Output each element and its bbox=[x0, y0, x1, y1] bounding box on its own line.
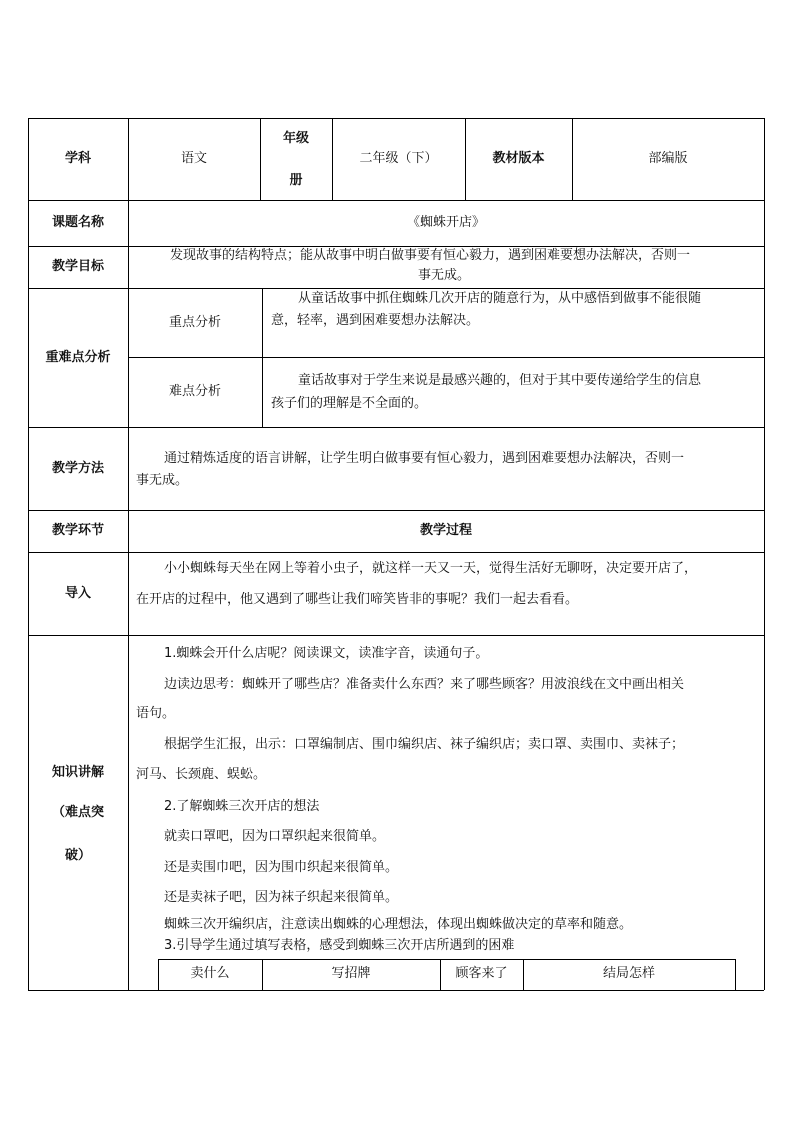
key-point-label: 重点分析 bbox=[168, 314, 221, 330]
knowledge-paragraph-1: 1.蜘蛛会开什么店呢？阅读课文，读准字音，读通句子。 bbox=[164, 646, 489, 661]
inner-table-header-result: 结局怎样 bbox=[602, 966, 655, 981]
grade-value: 二年级（下） bbox=[359, 151, 438, 166]
teaching-goal-line-1: 发现故事的结构特点；能从故事中明白做事要有恒心毅力，遇到困难要想办法解决，否则一 bbox=[170, 248, 691, 263]
difficult-point-line-2: 孩子们的理解是不全面的。 bbox=[271, 396, 428, 411]
knowledge-paragraph-8: 蜘蛛三次开编织店，注意读出蜘蛛的心理想法，体现出蜘蛛做决定的草率和随意。 bbox=[164, 917, 633, 932]
knowledge-paragraph-2b: 语句。 bbox=[136, 706, 176, 721]
knowledge-paragraph-5: 就卖口罩吧，因为口罩织起来很简单。 bbox=[164, 829, 386, 844]
knowledge-paragraph-4: 2.了解蜘蛛三次开店的想法 bbox=[164, 799, 320, 814]
difficulty-analysis-label: 重难点分析 bbox=[45, 349, 111, 365]
teaching-method-line-1: 通过精炼适度的语言讲解，让学生明白做事要有恒心毅力，遇到困难要想办法解决，否则一 bbox=[164, 451, 685, 466]
edition-value: 部编版 bbox=[648, 151, 688, 166]
teaching-goal-line-2: 事无成。 bbox=[418, 268, 471, 283]
row-line-difficulty-bottom bbox=[28, 427, 764, 428]
edition-label: 教材版本 bbox=[492, 151, 545, 166]
table-right-border bbox=[764, 118, 765, 990]
intro-line-1: 小小蜘蛛每天坐在网上等着小虫子，就这样一天又一天，觉得生活好无聊呀，决定要开店了， bbox=[164, 561, 698, 576]
knowledge-paragraph-6: 还是卖围巾吧，因为围巾织起来很简单。 bbox=[164, 860, 399, 875]
intro-label: 导入 bbox=[64, 585, 91, 601]
col-line-label bbox=[128, 118, 129, 990]
teaching-stage-label: 教学环节 bbox=[51, 523, 104, 538]
knowledge-paragraph-3a: 根据学生汇报，出示：口罩编制店、围巾编织店、袜子编织店；卖口罩、卖围巾、卖袜子； bbox=[164, 737, 685, 752]
difficult-point-label: 难点分析 bbox=[168, 384, 221, 399]
lesson-title-value: 《蜘蛛开店》 bbox=[406, 215, 485, 230]
teaching-method-label: 教学方法 bbox=[51, 460, 104, 476]
teaching-process-label: 教学过程 bbox=[419, 523, 472, 538]
inner-table-header-sign: 写招牌 bbox=[331, 966, 371, 981]
knowledge-label-1: 知识讲解 bbox=[51, 765, 104, 780]
subject-value: 语文 bbox=[180, 151, 207, 166]
lesson-title-label: 课题名称 bbox=[51, 215, 104, 230]
knowledge-paragraph-2a: 边读边思考：蜘蛛开了哪些店？准备卖什么东西？来了哪些顾客？用波浪线在文中画出相关 bbox=[164, 677, 685, 692]
grade-label-2: 册 bbox=[289, 173, 303, 188]
intro-line-2: 在开店的过程中，他又遇到了哪些让我们啼笑皆非的事呢？我们一起去看看。 bbox=[136, 592, 579, 607]
knowledge-paragraph-9: 3.引导学生通过填写表格，感受到蜘蛛三次开店所遇到的困难 bbox=[164, 938, 515, 953]
grade-label-1: 年级 bbox=[282, 131, 309, 146]
table-bottom-border bbox=[28, 990, 764, 991]
inner-table-header-customer: 顾客来了 bbox=[455, 966, 508, 981]
inner-table-right bbox=[735, 959, 736, 990]
subject-label: 学科 bbox=[64, 151, 91, 166]
knowledge-paragraph-3b: 河马、长颈鹿、蜈蚣。 bbox=[136, 767, 267, 782]
teaching-method-line-2: 事无成。 bbox=[136, 473, 189, 488]
col-line-difficulty bbox=[262, 288, 263, 427]
key-point-line-2: 意，轻率，遇到困难要想办法解决。 bbox=[271, 313, 480, 328]
inner-table-header-what: 卖什么 bbox=[190, 966, 230, 981]
difficult-point-line-1: 童话故事对于学生来说是最感兴趣的，但对于其中要传递给学生的信息 bbox=[298, 373, 702, 388]
key-point-line-1: 从童话故事中抓住蜘蛛几次开店的随意行为，从中感悟到做事不能很随 bbox=[298, 291, 702, 306]
knowledge-paragraph-7: 还是卖袜子吧，因为袜子织起来很简单。 bbox=[164, 890, 399, 905]
row-line-stage-bottom bbox=[28, 552, 764, 553]
knowledge-label-3: 破） bbox=[64, 848, 91, 863]
row-line-intro-bottom bbox=[28, 635, 764, 636]
teaching-goal-label: 教学目标 bbox=[51, 259, 104, 274]
knowledge-label-2: （难点突 bbox=[51, 805, 104, 820]
